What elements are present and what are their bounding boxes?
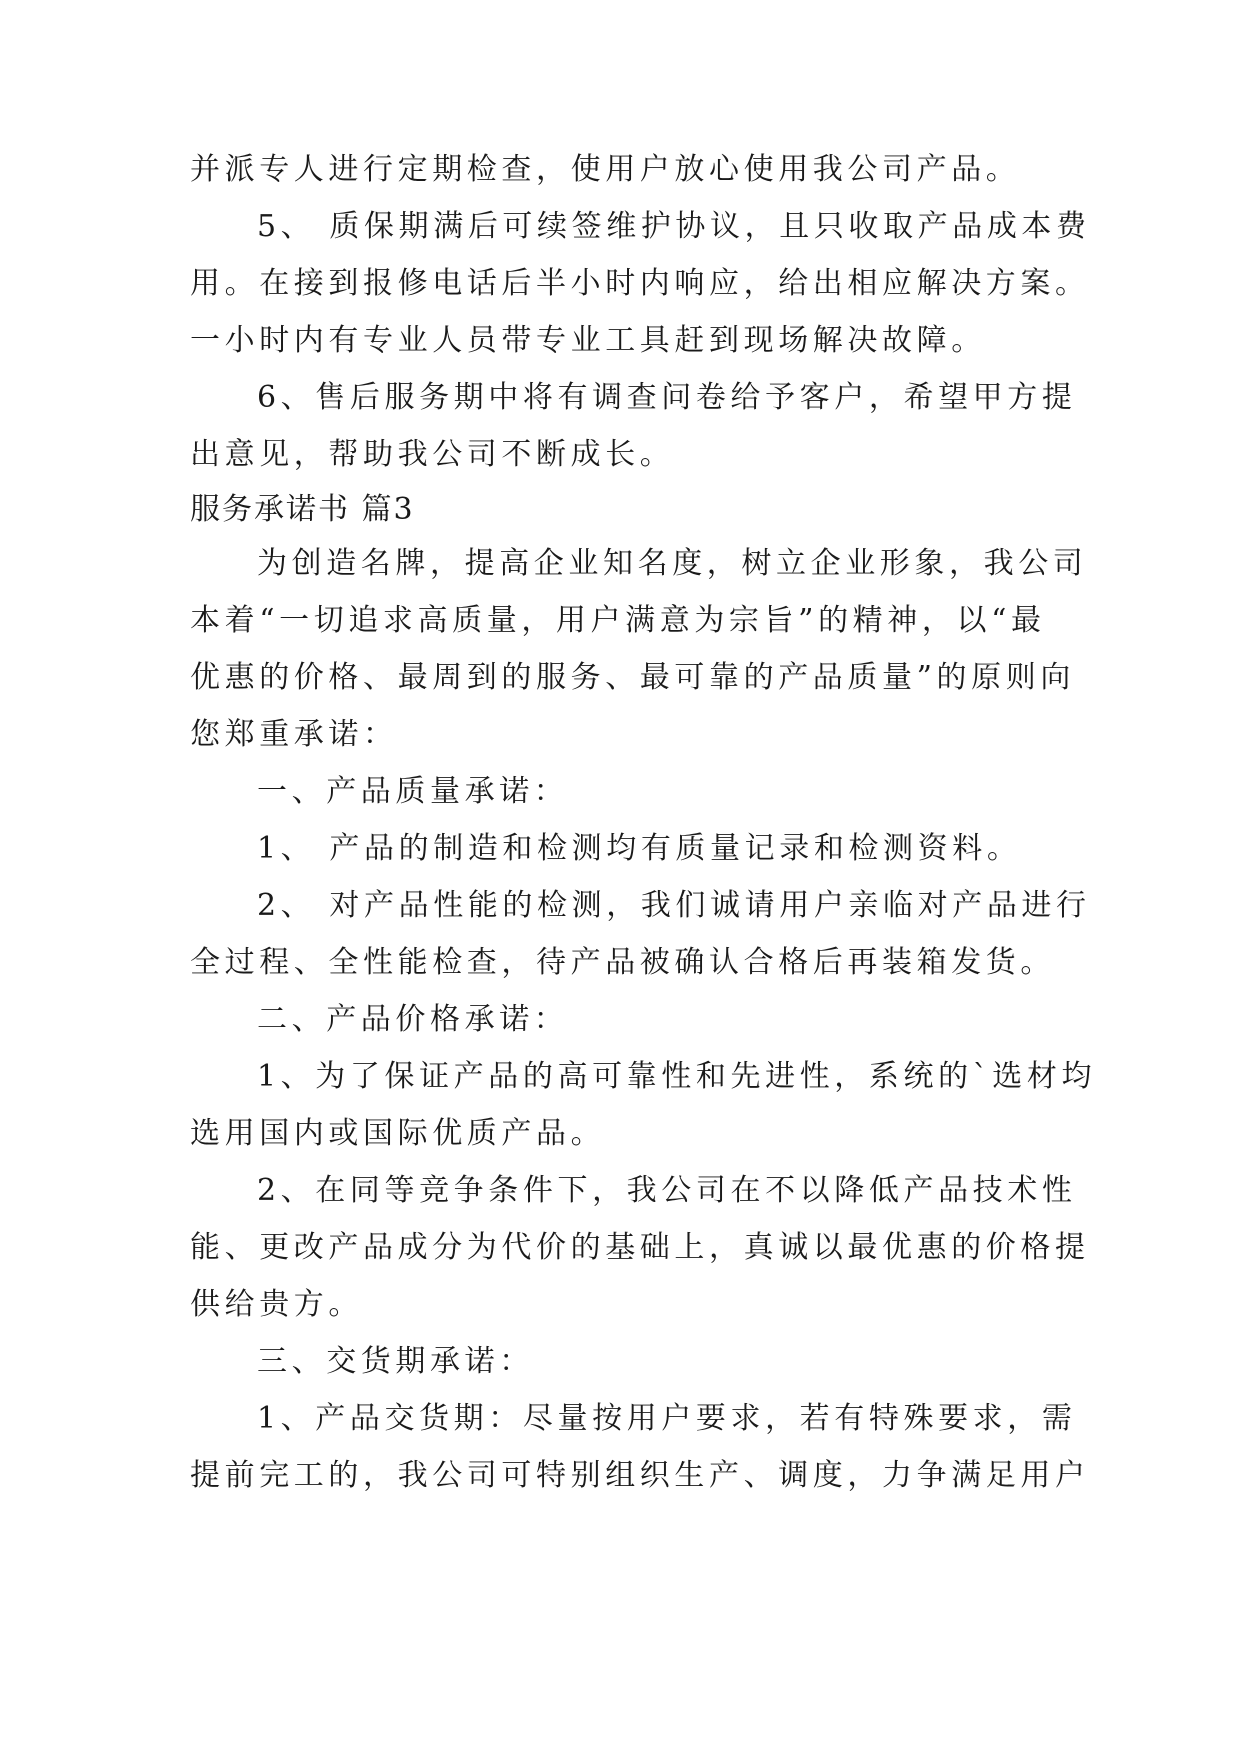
text-line-13: 1、 产品的制造和检测均有质量记录和检测资料。 [257, 831, 1022, 866]
text-line-17: 1、为了保证产品的高可靠性和先进性，系统的`选材均 [257, 1059, 1097, 1094]
text-line-18: 选用国内或国际优质产品。 [190, 1116, 606, 1151]
text-line-21: 供给贵方。 [190, 1287, 363, 1322]
text-line-9: 本着“一切追求高质量，用户满意为宗旨”的精神，以“最 [190, 603, 1046, 638]
text-line-20: 能、更改产品成分为代价的基础上，真诚以最优惠的价格提 [190, 1230, 1090, 1265]
text-line-6: 出意见，帮助我公司不断成长。 [190, 437, 675, 472]
text-line-5: 6、售后服务期中将有调查问卷给予客户，希望甲方提 [257, 380, 1077, 415]
subheading-quality: 一、产品质量承诺： [257, 774, 569, 809]
text-line-23: 1、产品交货期：尽量按用户要求，若有特殊要求，需 [257, 1401, 1077, 1436]
text-line-4: 一小时内有专业人员带专业工具赶到现场解决故障。 [190, 323, 986, 358]
text-line-1: 并派专人进行定期检查，使用户放心使用我公司产品。 [190, 152, 1021, 187]
text-line-2: 5、 质保期满后可续签维护协议，且只收取产品成本费 [257, 209, 1091, 244]
text-line-14: 2、 对产品性能的检测，我们诚请用户亲临对产品进行 [257, 888, 1091, 923]
text-line-15: 全过程、全性能检查，待产品被确认合格后再装箱发货。 [190, 945, 1055, 980]
text-line-19: 2、在同等竞争条件下，我公司在不以降低产品技术性 [257, 1173, 1077, 1208]
text-line-10: 优惠的价格、最周到的服务、最可靠的产品质量”的原则向 [190, 660, 1075, 695]
section-heading: 服务承诺书 篇3 [190, 492, 415, 527]
subheading-delivery: 三、交货期承诺： [257, 1344, 534, 1379]
text-line-8: 为创造名牌，提高企业知名度，树立企业形象，我公司 [257, 546, 1088, 581]
text-line-3: 用。在接到报修电话后半小时内响应，给出相应解决方案。 [190, 266, 1090, 301]
text-line-24: 提前完工的，我公司可特别组织生产、调度，力争满足用户 [190, 1458, 1090, 1493]
subheading-price: 二、产品价格承诺： [257, 1002, 569, 1037]
text-line-11: 您郑重承诺： [190, 717, 398, 752]
